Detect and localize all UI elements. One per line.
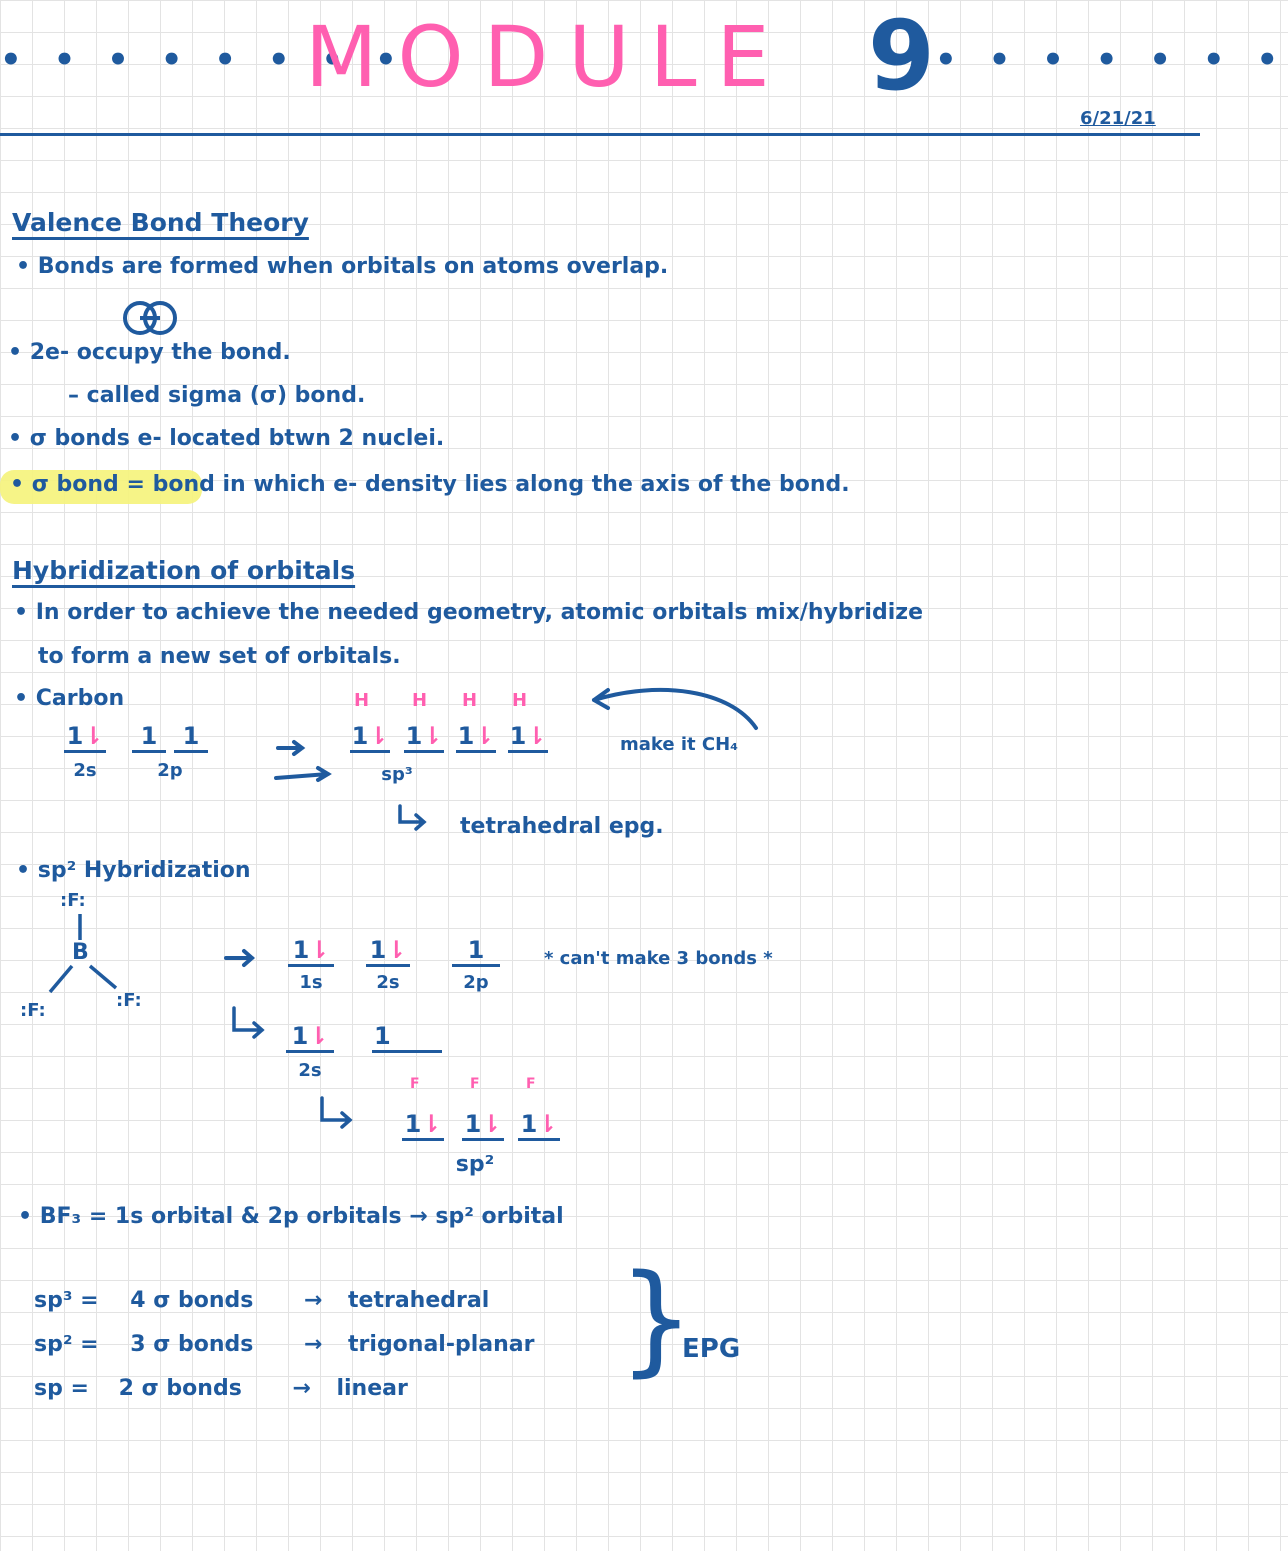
valence-line-1-text: Bonds are formed when orbitals on atoms overlap.	[37, 254, 669, 279]
valence-line-4-text: σ bonds e- located btwn 2 nuclei.	[29, 426, 445, 451]
carbon-2s-label: 2s	[73, 760, 97, 781]
sigma-bond-definition: bond in which e- density lies along the axis of the bond.	[152, 472, 850, 497]
header-rule	[0, 133, 1200, 136]
f-label-1: F	[410, 1076, 420, 1092]
carbon-label: • Carbon	[14, 686, 125, 711]
sp2-orbital-1: 1⇂	[402, 1110, 444, 1141]
b-2p-orbital: 1	[452, 936, 500, 967]
summary-row-sp2	[34, 1332, 534, 1357]
sp3-orbital-1: 1⇂	[350, 722, 390, 753]
page-date: 6/21/21	[1080, 108, 1156, 129]
carbon-2p-label: 2p	[157, 760, 183, 781]
h-label-4: H	[512, 690, 528, 711]
bf3-summary: • BF₃ = 1s orbital & 2p orbitals → sp² orbital	[18, 1204, 564, 1229]
b-1s-orbital: 1⇂	[288, 936, 334, 967]
sp2-bonds: 3 σ bonds	[130, 1332, 254, 1357]
h-label-1: H	[354, 690, 370, 711]
sp2-shape: trigonal-planar	[348, 1332, 535, 1357]
orbital-overlap-icon	[118, 298, 188, 338]
hybrid-line-1: • In order to achieve the needed geometry, atomic orbitals mix/hybridize	[14, 600, 923, 625]
sp2-heading-text: sp² Hybridization	[37, 858, 251, 883]
sp2-hyb: sp² =	[34, 1332, 99, 1357]
hybrid-heading: Hybridization of orbitals	[12, 556, 356, 585]
b-2s-label: 2s	[376, 972, 400, 993]
header-dots-left: • • • • • • • •	[0, 40, 407, 80]
hook-arrow-icon	[316, 1094, 360, 1134]
valence-line-2-text: 2e- occupy the bond.	[29, 340, 291, 365]
sp3-orbital-4: 1⇂	[508, 722, 548, 753]
sp3-orbital-3: 1⇂	[456, 722, 496, 753]
sp2-orbital-3: 1⇂	[518, 1110, 560, 1141]
tetrahedral-epg: tetrahedral epg.	[460, 814, 664, 839]
carbon-label-text: Carbon	[35, 686, 125, 711]
bf3-atom-b: B	[72, 940, 89, 965]
sp3-orbital-2: 1⇂	[404, 722, 444, 753]
sigma-bond-term: σ bond =	[31, 472, 145, 497]
cant-make-3-bonds: * can't make 3 bonds *	[544, 948, 773, 969]
hybrid-line-1-text: In order to achieve the needed geometry, atomic orbitals mix/hybridize	[35, 600, 923, 625]
valence-line-1: • Bonds are formed when orbitals on atoms overlap.	[16, 254, 669, 279]
b-2s-orbital: 1⇂	[366, 936, 410, 967]
valence-heading: Valence Bond Theory	[12, 208, 309, 237]
page-title: MODULE	[305, 8, 790, 106]
valence-line-5: • σ bond = bond in which e- density lies along the axis of the bond.	[10, 472, 850, 497]
epg-label: EPG	[682, 1334, 741, 1364]
valence-line-2: • 2e- occupy the bond.	[8, 340, 291, 365]
h-label-2: H	[412, 690, 428, 711]
sp3-bonds: 4 σ bonds	[130, 1288, 254, 1313]
summary-row-sp3	[34, 1288, 489, 1313]
summary-row-sp	[34, 1376, 408, 1401]
sp3-hyb: sp³ =	[34, 1288, 99, 1313]
sp-hyb: sp =	[34, 1376, 89, 1401]
arrow-icon	[222, 946, 262, 970]
hybridize-arrow-icon	[270, 738, 340, 788]
bf3-f-top: :F:	[60, 890, 86, 911]
f-label-2: F	[470, 1076, 480, 1092]
b-1s-label: 1s	[299, 972, 323, 993]
b-2p-label: 2p	[463, 972, 489, 993]
hook-arrow-icon	[394, 802, 434, 834]
module-number: 9	[868, 0, 935, 112]
curved-arrow-icon	[580, 680, 770, 740]
excited-2s-label: 2s	[298, 1060, 322, 1081]
sp2-orbital-2: 1⇂	[462, 1110, 504, 1141]
sp-arrow: →	[292, 1376, 311, 1401]
sp-shape: linear	[336, 1376, 408, 1401]
bf3-f-left: :F:	[20, 1000, 46, 1021]
hybrid-line-2: to form a new set of orbitals.	[38, 644, 401, 669]
h-label-3: H	[462, 690, 478, 711]
sp3-arrow: →	[303, 1288, 323, 1313]
sp3-shape: tetrahedral	[348, 1288, 490, 1313]
f-label-3: F	[526, 1076, 536, 1092]
header-dots-right: • • • • • • •	[935, 40, 1288, 80]
bf3-bonds	[20, 910, 160, 1010]
sp2-heading: • sp² Hybridization	[16, 858, 251, 883]
valence-line-4: • σ bonds e- located btwn 2 nuclei.	[8, 426, 445, 451]
sp2-arrow: →	[303, 1332, 323, 1357]
excited-2s-orbital: 1⇂	[286, 1022, 334, 1053]
carbon-2s-orbital: 1⇂	[64, 722, 106, 753]
sp2-label: sp²	[455, 1152, 495, 1177]
make-it-ch4: make it CH₄	[620, 734, 739, 755]
carbon-2p-orbital-1: 1	[132, 722, 166, 753]
bf3-summary-text: BF₃ = 1s orbital & 2p orbitals → sp² orbital	[39, 1204, 564, 1229]
valence-line-3: – called sigma (σ) bond.	[68, 383, 366, 408]
excited-2p-orbital: 1	[372, 1022, 442, 1053]
carbon-2p-orbital-2: 1	[174, 722, 208, 753]
sp-bonds: 2 σ bonds	[118, 1376, 242, 1401]
summary-brace: }	[618, 1250, 695, 1389]
bf3-f-right: :F:	[116, 990, 142, 1011]
sp3-label: sp³	[381, 764, 413, 785]
hook-arrow-icon	[228, 1004, 272, 1044]
